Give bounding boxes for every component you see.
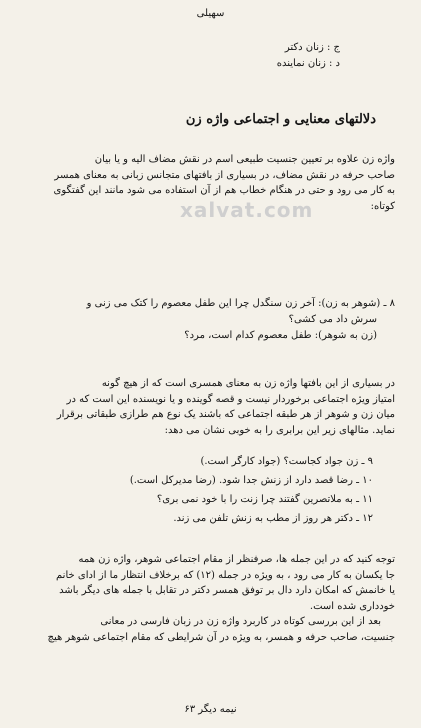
running-head: سهیلی bbox=[196, 8, 225, 19]
list-item: ج : زنان دکتر bbox=[284, 42, 340, 53]
example-list bbox=[43, 452, 373, 528]
paragraph-3 bbox=[27, 552, 395, 645]
section-heading: دلالتهای معنایی و اجتماعی واژه زن bbox=[185, 112, 376, 127]
example-item: ۹ ـ زن جواد کجاست؟ (جواد کارگر است.) bbox=[200, 456, 373, 467]
definition-list bbox=[200, 40, 340, 72]
watermark-text: xalvat.com bbox=[180, 198, 314, 222]
text-line: به کار می رود و حتی در هنگام خطاب هم از آن استفاده می شود مانند این گفتگوی bbox=[53, 185, 395, 196]
text-line: جا یکسان به کار می رود ، به ویژه در جمله (۱۲) که برخلاف انتظار ما از ادای خانم bbox=[56, 569, 395, 581]
text-line: جنسیت، صاحب حرفه و همسر، به ویژه در آن شرایطی که مقام اجتماعی شوهر هیچ bbox=[47, 631, 395, 643]
text-line: واژه زن علاوه بر تعیین جنسیت طبیعی اسم در نقش مضاف الیه و یا بیان bbox=[94, 154, 395, 165]
page-footer: نیمه دیگر ۶۳ bbox=[184, 704, 237, 715]
dialog-example bbox=[27, 296, 395, 344]
text-line: نماید. مثالهای زیر این برابری را به خوبی نشان می دهد: bbox=[164, 424, 395, 436]
text-line: توجه کنید که در این جمله ها، صرفنظر از مقام اجتماعی شوهر، واژه زن همه bbox=[78, 554, 395, 565]
dialog-line: ۸ ـ (شوهر به زن): آخر زن سنگدل چرا این طفل معصوم را کتک می زنی و bbox=[86, 298, 395, 309]
dialog-line: (زن به شوهر): طفل معصوم کدام است، مرد؟ bbox=[184, 330, 377, 341]
text-line: امتیاز ویژه اجتماعی برخوردار نیست و قصه گوینده و یا نویسنده این است که در bbox=[66, 393, 395, 405]
text-line: بعد از این بررسی کوتاه در کاربرد واژه زن در زبان فارسی در معانی bbox=[100, 616, 381, 627]
text-line: در بسیاری از این بافتها واژه زن به معنای همسری است که از هیچ گونه bbox=[101, 378, 395, 389]
text-line: یا خانمش که امکان دارد دال بر توفق همسر دکتر در تقابل با جمله های دیگر باشد bbox=[59, 585, 395, 596]
text-line: خودداری شده است. bbox=[309, 600, 395, 612]
text-line: میان زن و شوهر از هر طبقه اجتماعی که باشند یک نوع هم طرازی طبقاتی برقرار bbox=[56, 409, 395, 420]
example-item: ۱۲ ـ دکتر هر روز از مطب به زنش تلفن می زند. bbox=[173, 513, 373, 524]
example-item: ۱۱ ـ به ملاتصرین گفتند چرا زنت را با خود نمی بری؟ bbox=[156, 494, 373, 505]
text-line: صاحب حرفه در نقش مضاف، در بسیاری از بافتهای متجانس زبانی به معنای همسر bbox=[54, 169, 395, 181]
text-line: کوتاه: bbox=[370, 200, 395, 212]
dialog-line: سرش داد می کشی؟ bbox=[288, 314, 377, 325]
paragraph-2 bbox=[27, 376, 395, 438]
list-item: د : زنان نماینده bbox=[276, 58, 340, 69]
example-item: ۱۰ ـ رضا قصد دارد از زنش جدا شود. (رضا مدیرکل است.) bbox=[129, 475, 373, 486]
